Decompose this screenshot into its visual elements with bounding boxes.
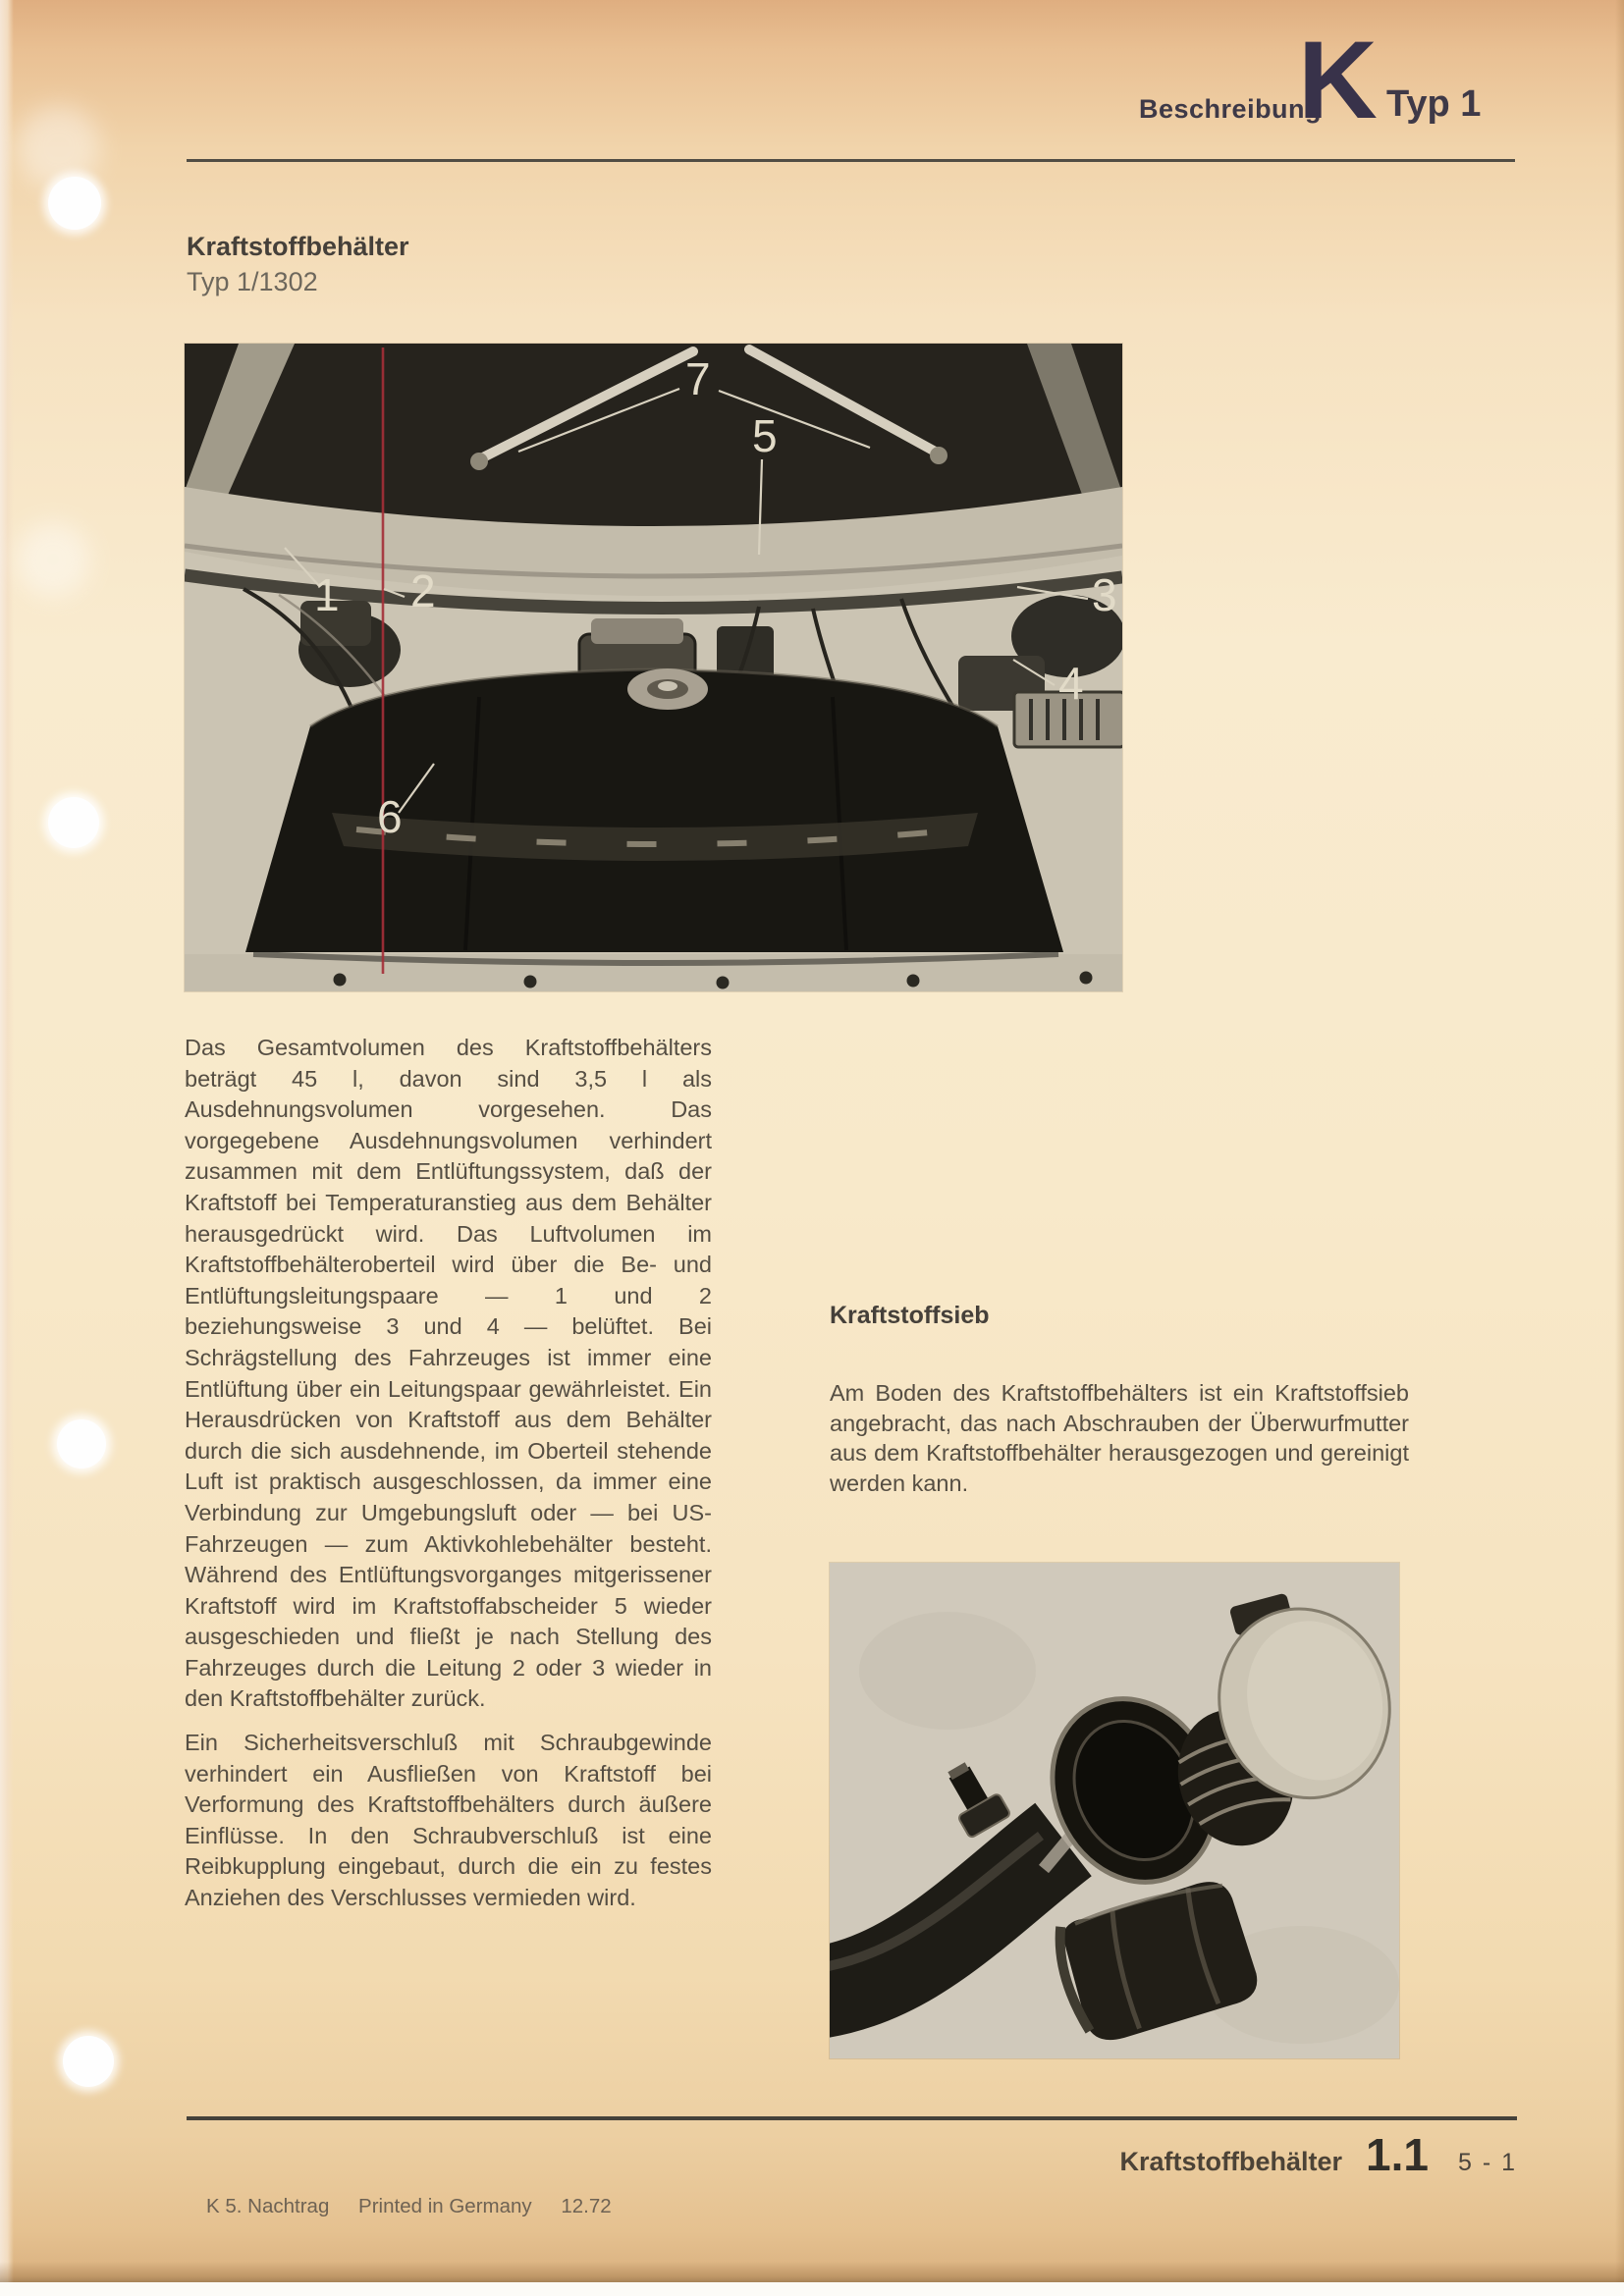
paper-smudge [18,106,100,188]
footer-imprint [206,2195,635,2218]
footer-rule [187,2116,1517,2120]
header-rule [187,159,1515,162]
footer-section-label: Kraftstoffbehälter [1119,2147,1343,2176]
header-section-letter: K [1298,19,1375,141]
punch-hole [48,177,101,230]
footer-supplement: K 5. Nachtrag [206,2195,330,2217]
page-title: Kraftstoffbehälter [187,232,409,261]
footer-page-number: 5 - 1 [1457,2149,1517,2176]
fuel-strainer-illustration [830,1563,1399,2058]
page-bottom-edge [0,2282,1624,2296]
figure1-callout-5: 5 [752,410,778,461]
punch-hole [63,2036,114,2087]
section2-paragraph: Am Boden des Kraftstoffbehälters ist ein Kraftstoffsieb angebracht, das nach Abschrauben der Überwurfmutter aus dem Kraftstoffbehälter herausgezogen und gereinigt werden kann. [830,1380,1409,1496]
figure1-callout-4: 4 [1058,658,1084,709]
header-section-label: Beschreibung [1139,94,1323,124]
page-right-edge [1615,0,1624,2296]
body-paragraph-2: Ein Sicherheitsverschluß mit Schraubgewinde verhindert ein Ausfließen von Kraftstoff bei Verformung des Kraftstoffbehälters durch äußere Einflüsse. In den Schraubverschluß ist eine Reibkupplung eingebaut, durch die ein zu festes Anziehen des Verschlusses vermieden wird. [185,1730,712,1910]
figure1-callout-6: 6 [377,791,403,842]
figure1-callout-7: 7 [685,353,711,404]
footer-date: 12.72 [561,2195,612,2217]
page-bottom-curl [0,2262,1624,2283]
section2-heading: Kraftstoffsieb [830,1302,990,1329]
body-paragraph-1: Das Gesamtvolumen des Kraftstoffbehälters beträgt 45 l, davon sind 3,5 l als Ausdehnungsvolumen vorgesehen. Das vorgegebene Ausdehnungsvolumen verhindert zusammen mit dem Entlüftungssystem, daß der Kraftstoff bei Temperaturanstieg aus dem Behälter herausgedrückt wird. Das Luftvolumen im Kraftstoffbehälteroberteil wird über die Be- und Entlüftungsleitungspaare — 1 und 2 beziehungsweise 3 und 4 — belüftet. Bei Schrägstellung des Fahrzeuges ist immer eine Entlüftung über ein Leitungspaar gewährleistet. Ein Herausdrücken von Kraftstoff aus dem Behälter durch die sich ausdehnende, im Oberteil stehende Luft ist praktisch ausgeschlossen, da immer eine Verbindung zur Umgebungsluft oder — bei US-Fahrzeugen — zum Aktivkohlebehälter besteht. Während des Entlüftungsvorganges mitgerissener Kraftstoff wird im Kraftstoffabscheider 5 wieder ausgeschieden und fließt je nach Stellung des Fahrzeuges durch die Leitung 2 oder 3 wieder in den Kraftstoffbehälter zurück. [185,1035,712,1712]
footer-printed-in: Printed in Germany [358,2195,532,2217]
page-subtitle: Typ 1/1302 [187,267,318,296]
punch-hole [57,1419,106,1468]
fuel-strainer-photo [830,1563,1399,2058]
footer-section-number: 1.1 [1366,2129,1429,2180]
paper-smudge [16,522,90,597]
page-left-edge [0,0,14,2296]
punch-hole [48,797,99,848]
engine-compartment-illustration [185,344,1122,991]
engine-compartment-photo [185,344,1122,991]
figure1-callout-2: 2 [410,565,436,616]
footer-right [982,2129,1517,2180]
figure1-callout-1: 1 [314,569,340,620]
header-model-label: Typ 1 [1386,83,1482,125]
figure1-callout-3: 3 [1092,569,1117,620]
